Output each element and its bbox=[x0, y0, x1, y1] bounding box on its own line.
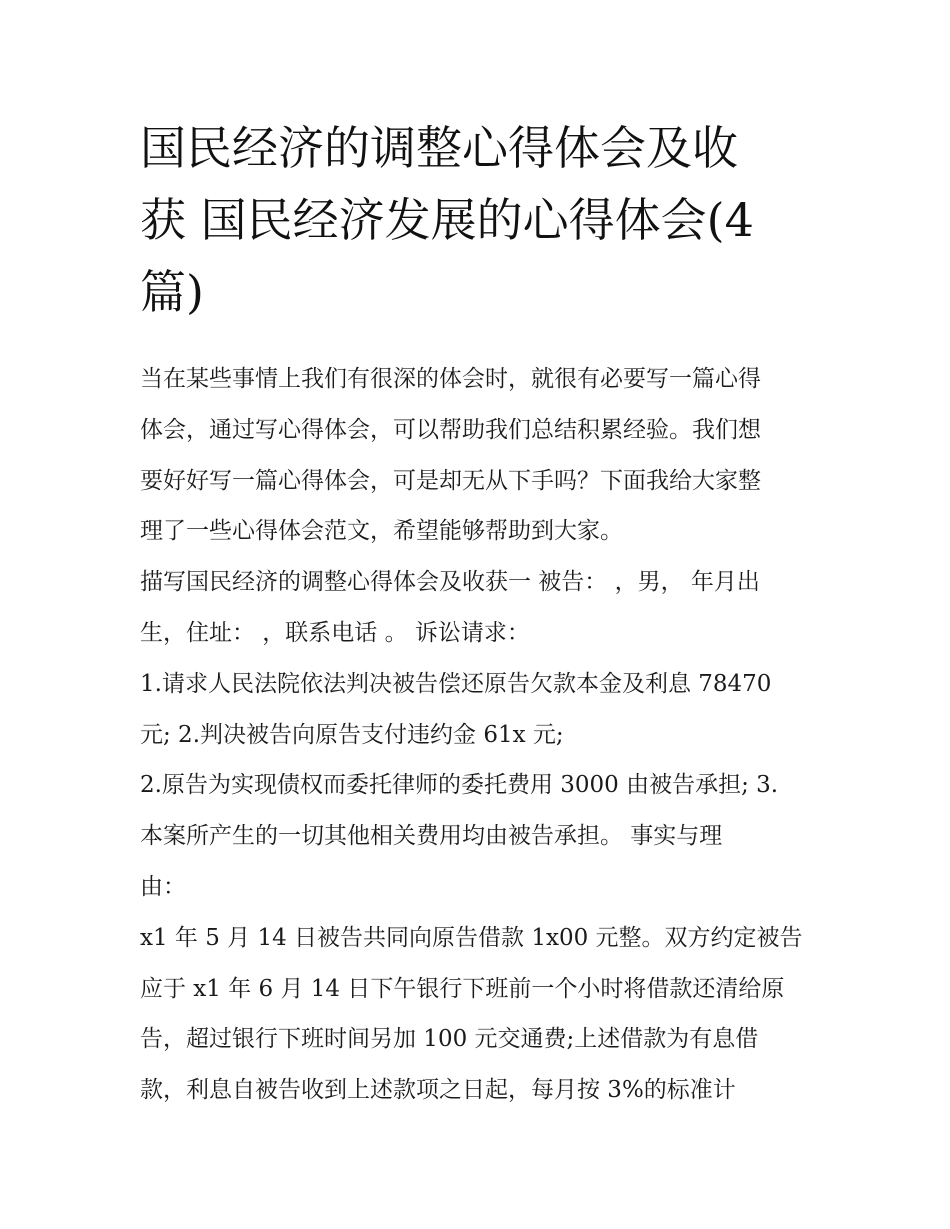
title-line: 国民经济的调整心得体会及收 bbox=[140, 121, 738, 175]
text-line: 本案所产生的一切其他相关费用均由被告承担。 事实与理 bbox=[140, 823, 723, 850]
facts-paragraph bbox=[140, 913, 812, 1116]
claim-paragraph-2 bbox=[140, 760, 812, 912]
text-line: 理了一些心得体会范文，希望能够帮助到大家。 bbox=[140, 518, 623, 545]
text-line: 体会，通过写心得体会，可以帮助我们总结积累经验。我们想 bbox=[140, 416, 761, 443]
intro-paragraph bbox=[140, 354, 812, 557]
text-line: 2.原告为实现债权而委托律师的委托费用 3000 由被告承担; 3. bbox=[140, 772, 779, 799]
text-line: 元; 2.判决被告向原告支付违约金 61x 元; bbox=[140, 721, 564, 748]
parties-paragraph bbox=[140, 557, 812, 659]
document-body bbox=[140, 354, 812, 1116]
text-line: 款，利息自被告收到上述款项之日起，每月按 3%的标准计 bbox=[140, 1077, 736, 1104]
text-line: 由： bbox=[140, 873, 186, 900]
title-line: 篇) bbox=[140, 265, 204, 319]
text-line: x1 年 5 月 14 日被告共同向原告借款 1x00 元整。双方约定被告 bbox=[140, 924, 803, 951]
text-line: 描写国民经济的调整心得体会及收获一 被告： ，男， 年月出 bbox=[140, 569, 760, 596]
claim-paragraph-1 bbox=[140, 659, 812, 761]
text-line: 生，住址： ，联系电话 。 诉讼请求： bbox=[140, 619, 530, 646]
title-line: 获 国民经济发展的心得体会(4 bbox=[140, 193, 754, 247]
text-line: 告，超过银行下班时间另加 100 元交通费;上述借款为有息借 bbox=[140, 1026, 759, 1053]
text-line: 要好好写一篇心得体会，可是却无从下手吗？下面我给大家整 bbox=[140, 467, 761, 494]
document-title bbox=[140, 112, 812, 328]
text-line: 当在某些事情上我们有很深的体会时，就很有必要写一篇心得 bbox=[140, 366, 761, 392]
text-line: 应于 x1 年 6 月 14 日下午银行下班前一个小时将借款还清给原 bbox=[140, 975, 785, 1002]
text-line: 1.请求人民法院依法判决被告偿还原告欠款本金及利息 78470 bbox=[140, 670, 772, 697]
